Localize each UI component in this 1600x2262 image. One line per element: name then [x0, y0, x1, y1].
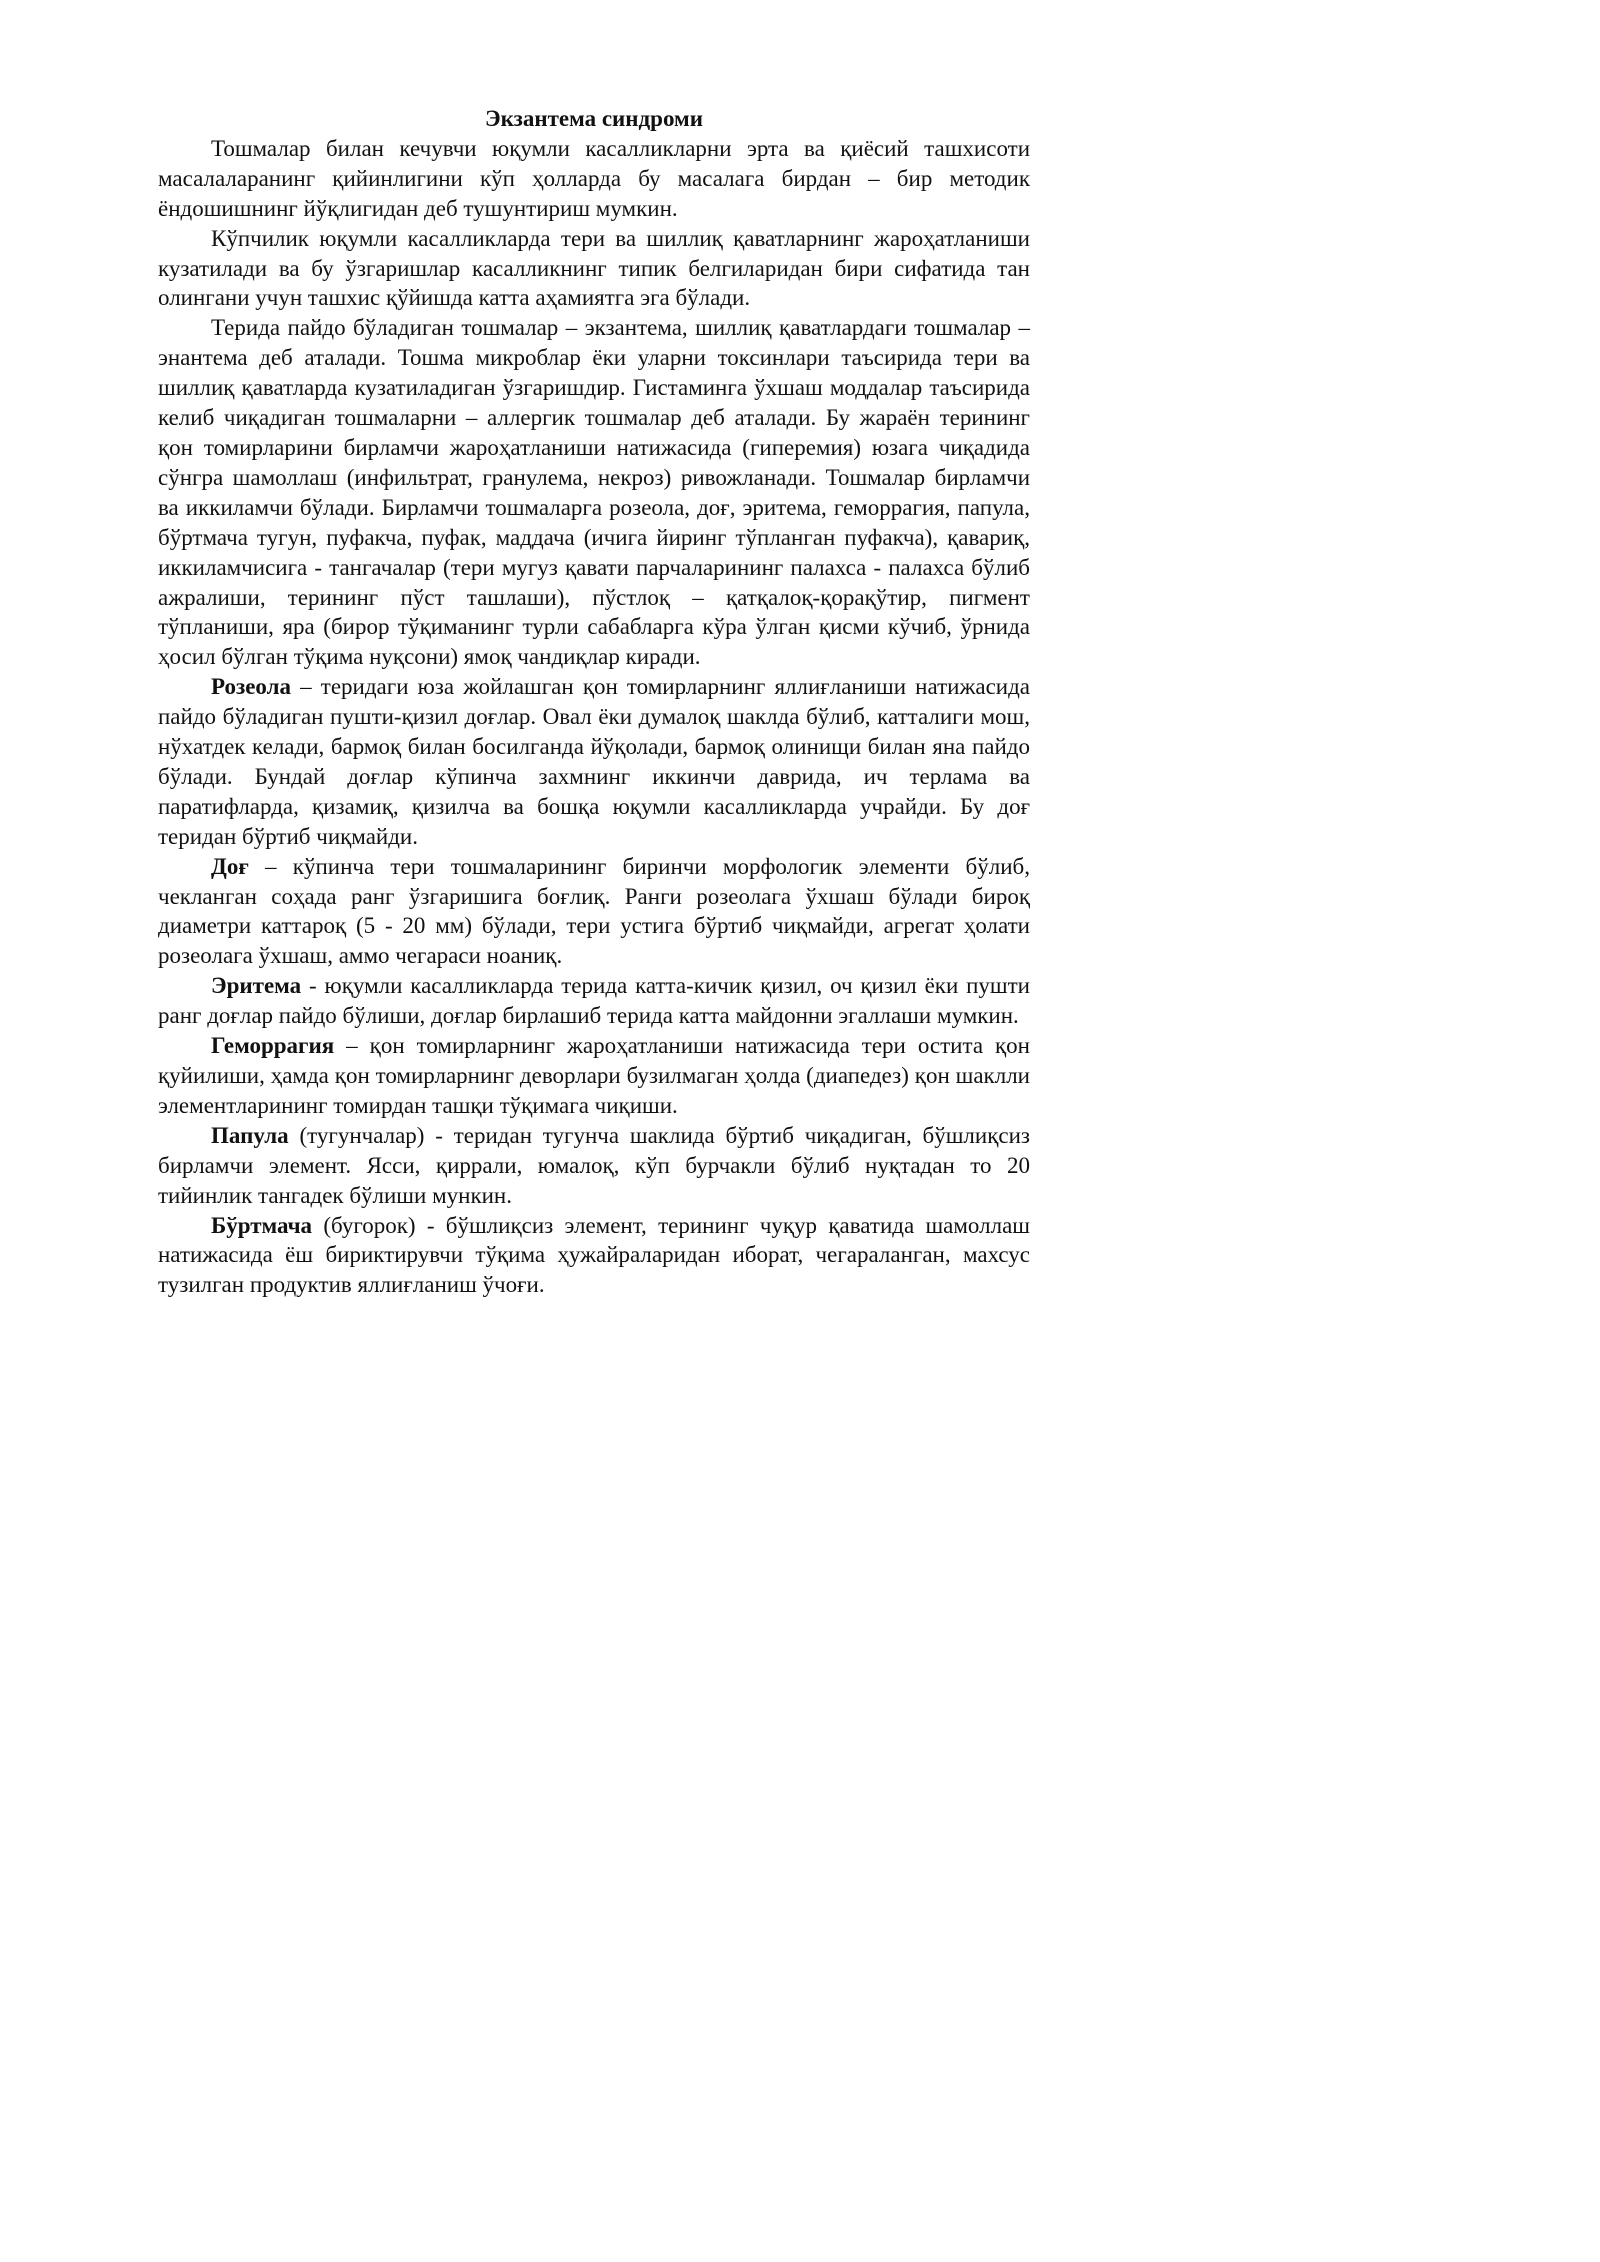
paragraph-roseola	[158, 672, 1030, 851]
paragraph-papule	[158, 1121, 1030, 1211]
document-title: Экзантема синдроми	[485, 106, 703, 131]
paragraph-text: – кўпинча тери тошмаларининг биринчи морфологик элементи бўлиб, чекланган соҳада ранг ўзгаришига боғлиқ. Ранги розеолага ўхшаш бўлади бироқ диаметри каттароқ (5 - 20 мм) бўлади, тери устига бўртиб чиқмайди, агрегат ҳолати розеолага ўхшаш, аммо чегараси ноаниқ.	[158, 853, 1030, 969]
term-papule: Папула	[211, 1122, 289, 1148]
paragraph-text: Кўпчилик юқумли касалликларда тери ва шиллиқ қаватларнинг жароҳатланиши кузатилади ва бу ўзгаришлар касалликнинг типик белгиларидан бири сифатида тан олингани учун ташхис қўйишда катта аҳамиятга эга бўлади.	[158, 225, 1030, 311]
paragraph-spot	[158, 852, 1030, 972]
paragraph-text: (бугорок) - бўшлиқсиз элемент, терининг чуқур қаватида шамоллаш натижасида ёш бириктирувчи тўқима ҳужайраларидан иборат, чегараланган, махсус тузилган продуктив яллиғланиш ўчоғи.	[158, 1212, 1030, 1298]
paragraph-hemorrhage	[158, 1031, 1030, 1121]
term-hemorrhage: Геморрагия	[211, 1033, 335, 1059]
paragraph-intro	[158, 134, 1030, 224]
paragraph-text: – теридаги юза жойлашган қон томирларнинг яллиғланиши натижасида пайдо бўладиган пушти-қизил доғлар. Овал ёки думалоқ шаклда бўлиб, катталиги мош, нўхатдек келади, бармоқ билан босилганда йўқолади, бармоқ олинищи билан яна пайдо бўлади. Бундай доғлар кўпинча захмнинг иккинчи даврида, ич терлама ва паратифларда, қизамиқ, қизилча ва бошқа юқумли касалликларда учрайди. Бу доғ теридан бўртиб чиқмайди.	[158, 674, 1030, 849]
term-roseola: Розеола	[211, 674, 292, 700]
paragraph-text: - юқумли касалликларда терида катта-кичик қизил, оч қизил ёки пушти ранг доғлар пайдо бўлиши, доғлар бирлашиб терида катта майдонни эгаллаши мумкин.	[158, 973, 1030, 1029]
term-tubercle: Бўртмача	[211, 1212, 313, 1238]
paragraph-text: (тугунчалар) - теридан тугунча шаклида бўртиб чиқадиган, бўшлиқсиз бирламчи элемент. Ясси, қиррали, юмалоқ, кўп бурчакли бўлиб нуқтадан то 20 тийинлик тангадек бўлиши мункин.	[158, 1122, 1030, 1208]
paragraph-erythema	[158, 971, 1030, 1031]
paragraph-rash-types	[158, 313, 1030, 672]
paragraph-text: Тошмалар билан кечувчи юқумли касалликларни эрта ва қиёсий ташхисоти масалаларанинг қийинлигини кўп ҳолларда бу масалага бирдан – бир методик ёндошишнинг йўқлигидан деб тушунтириш мумкин.	[158, 135, 1030, 221]
paragraph-skin-lesions	[158, 224, 1030, 314]
paragraph-tubercle	[158, 1211, 1030, 1301]
paragraph-text: – қон томирларнинг жароҳатланиши натижасида тери остита қон қуйилиши, ҳамда қон томирларнинг деворлари бузилмаган ҳолда (диапедез) қон шаклли элементларининг томирдан ташқи тўқимага чиқиши.	[158, 1033, 1030, 1118]
document-page	[158, 104, 1030, 1300]
term-erythema: Эритема	[211, 973, 302, 999]
paragraph-text: Терида пайдо бўладиган тошмалар – экзантема, шиллиқ қаватлардаги тошмалар – энантема деб аталади. Тошма микроблар ёки уларни токсинлари таъсирида тери ва шиллиқ қаватларда кузатиладиган ўзгаришдир. Гистаминга ўхшаш моддалар таъсирида келиб чиқадиган тошмаларни – аллергик тошмалар деб аталади. Бу жараён терининг қон томирларини бирламчи жароҳатланиши натижасида (гиперемия) юзага чиқадида сўнгра шамоллаш (инфильтрат, гранулема, некроз) ривожланади. Тошмалар бирламчи ва иккиламчи бўлади. Бирламчи тошмаларга розеола, доғ, эритема, геморрагия, папула, бўртмача тугун, пуфакча, пуфак, маддача (ичига йиринг тўпланган пуфакча), қавариқ, иккиламчисига - тангачалар (тери мугуз қавати парчаларининг палахса - палахса бўлиб ажралиши, терининг пўст ташлаши), пўстлоқ – қатқалоқ-қорақўтир, пигмент тўпланиши, яра (бирор тўқиманинг турли сабабларга кўра ўлган қисми кўчиб, ўрнида ҳосил бўлган тўқима нуқсони) ямоқ чандиқлар киради.	[158, 315, 1030, 670]
term-spot: Доғ	[211, 853, 249, 879]
